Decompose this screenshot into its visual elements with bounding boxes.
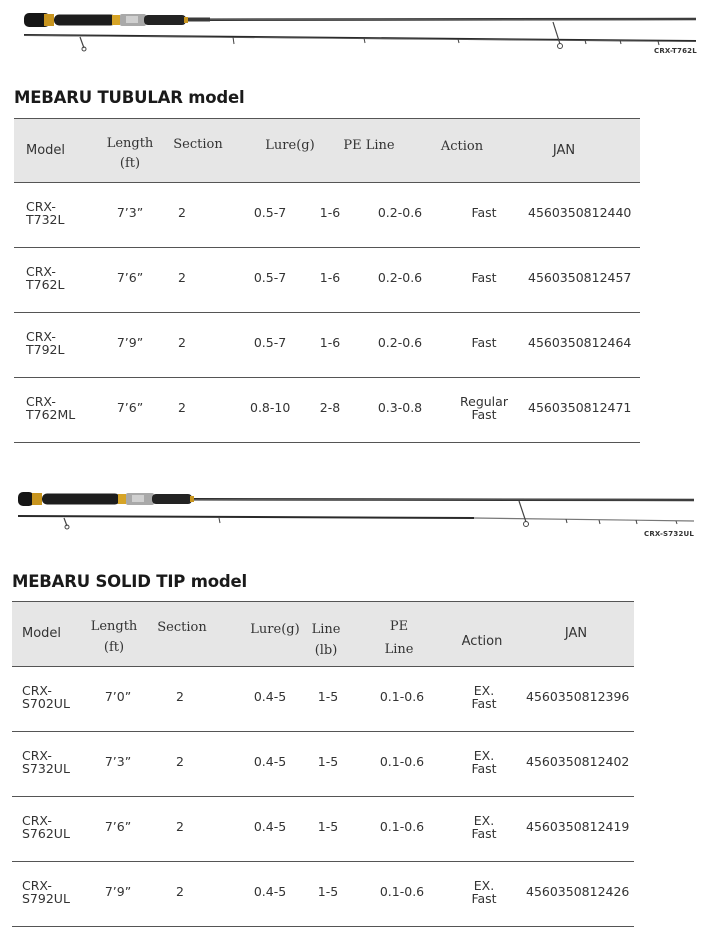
cell-length: 7’3” (104, 754, 132, 769)
cell-section: 2 (176, 819, 184, 834)
rod-code-label: CRX-T762L (654, 47, 697, 55)
cell-action: EX. (473, 878, 495, 893)
cell-lure: 0.5-7 (253, 270, 287, 285)
header-action: Action (461, 634, 503, 649)
table-header (14, 118, 640, 183)
cell-line: 1-6 (319, 335, 341, 350)
table-row (14, 377, 640, 443)
table-header (12, 601, 634, 667)
cell-jan: 4560350812426 (526, 884, 630, 899)
cell-model: CRX- (22, 813, 52, 828)
header-line-unit: (lb) (314, 643, 338, 658)
cell-action: Regular (460, 394, 508, 409)
cell-action: Fast (471, 826, 497, 841)
cell-action: EX. (473, 748, 495, 763)
cell-line: 1-6 (319, 205, 341, 220)
cell-model: CRX- (26, 329, 56, 344)
cell-pe-line: 0.2-0.6 (377, 335, 423, 350)
cell-model: CRX- (22, 683, 52, 698)
cell-lure: 0.5-7 (253, 205, 287, 220)
header-jan: JAN (552, 143, 576, 158)
cell-action: Fast (471, 696, 497, 711)
cell-action: EX. (473, 813, 495, 828)
cell-length: 7’3” (116, 205, 144, 220)
cell-line: 1-5 (317, 689, 339, 704)
spec-table-solid (12, 601, 634, 927)
header-model: Model (26, 143, 66, 158)
header-length: Length (90, 619, 138, 634)
cell-model: T762ML (26, 407, 76, 422)
cell-model: S762UL (22, 826, 70, 841)
cell-length: 7’6” (104, 819, 132, 834)
cell-section: 2 (176, 884, 184, 899)
cell-model: T762L (26, 277, 65, 292)
table-row (14, 312, 640, 378)
cell-lure: 0.4-5 (253, 689, 287, 704)
cell-lure: 0.5-7 (253, 335, 287, 350)
header-lure: Lure(g) (250, 622, 300, 637)
cell-action: Fast (471, 761, 497, 776)
rod-image-solid (14, 484, 698, 530)
cell-action: Fast (471, 205, 497, 220)
cell-section: 2 (178, 335, 186, 350)
cell-lure: 0.4-5 (253, 884, 287, 899)
header-pe-line: Line (384, 642, 414, 657)
cell-model: S732UL (22, 761, 70, 776)
cell-jan: 4560350812419 (526, 819, 630, 834)
section-title-tubular: MEBARU TUBULAR model (14, 88, 245, 107)
cell-model: S702UL (22, 696, 70, 711)
header-section: Section (173, 137, 223, 152)
header-lure: Lure(g) (265, 138, 315, 153)
cell-lure: 0.4-5 (253, 819, 287, 834)
header-pe: PE (389, 619, 409, 634)
cell-model: CRX- (26, 199, 56, 214)
header-length-unit: (ft) (119, 156, 141, 171)
cell-action: Fast (471, 407, 497, 422)
cell-jan: 4560350812402 (526, 754, 630, 769)
cell-action: Fast (471, 270, 497, 285)
cell-model: T792L (26, 342, 65, 357)
cell-jan: 4560350812464 (528, 335, 632, 350)
cell-pe-line: 0.3-0.8 (377, 400, 423, 415)
cell-length: 7’9” (104, 884, 132, 899)
cell-model: CRX- (22, 878, 52, 893)
cell-model: CRX- (26, 394, 56, 409)
table-row (12, 861, 634, 927)
header-jan: JAN (564, 626, 588, 641)
cell-action: Fast (471, 891, 497, 906)
cell-length: 7’6” (116, 270, 144, 285)
cell-line: 1-5 (317, 754, 339, 769)
table-row (12, 731, 634, 797)
cell-model: T732L (26, 212, 65, 227)
header-length-unit: (ft) (103, 640, 125, 655)
cell-length: 7’0” (104, 689, 132, 704)
cell-pe-line: 0.1-0.6 (379, 819, 425, 834)
cell-pe-line: 0.1-0.6 (379, 754, 425, 769)
cell-pe-line: 0.2-0.6 (377, 205, 423, 220)
cell-model: CRX- (22, 748, 52, 763)
rod-code-label: CRX-S732UL (644, 530, 695, 538)
cell-pe-line: 0.2-0.6 (377, 270, 423, 285)
header-action: Action (440, 139, 484, 154)
cell-section: 2 (176, 689, 184, 704)
cell-section: 2 (178, 270, 186, 285)
table-row (14, 182, 640, 248)
section-title-solid: MEBARU SOLID TIP model (12, 572, 247, 591)
cell-lure: 0.8-10 (250, 400, 291, 415)
cell-line: 2-8 (319, 400, 341, 415)
cell-model: S792UL (22, 891, 70, 906)
header-line: Line (311, 622, 341, 637)
cell-jan: 4560350812440 (528, 205, 632, 220)
cell-section: 2 (178, 400, 186, 415)
cell-section: 2 (178, 205, 186, 220)
cell-jan: 4560350812396 (526, 689, 630, 704)
cell-pe-line: 0.1-0.6 (379, 884, 425, 899)
table-row (14, 247, 640, 313)
cell-line: 1-5 (317, 884, 339, 899)
cell-action: Fast (471, 335, 497, 350)
header-model: Model (22, 626, 62, 641)
cell-length: 7’9” (116, 335, 144, 350)
cell-jan: 4560350812471 (528, 400, 632, 415)
table-row (12, 666, 634, 732)
header-pe-line: PE Line (343, 138, 395, 153)
cell-length: 7’6” (116, 400, 144, 415)
header-section: Section (157, 620, 207, 635)
cell-action: EX. (473, 683, 495, 698)
cell-jan: 4560350812457 (528, 270, 632, 285)
cell-section: 2 (176, 754, 184, 769)
cell-pe-line: 0.1-0.6 (379, 689, 425, 704)
cell-line: 1-5 (317, 819, 339, 834)
rod-image-tubular (18, 4, 700, 58)
cell-lure: 0.4-5 (253, 754, 287, 769)
cell-model: CRX- (26, 264, 56, 279)
table-row (12, 796, 634, 862)
spec-table-tubular (14, 118, 640, 443)
header-length: Length (106, 136, 154, 151)
cell-line: 1-6 (319, 270, 341, 285)
